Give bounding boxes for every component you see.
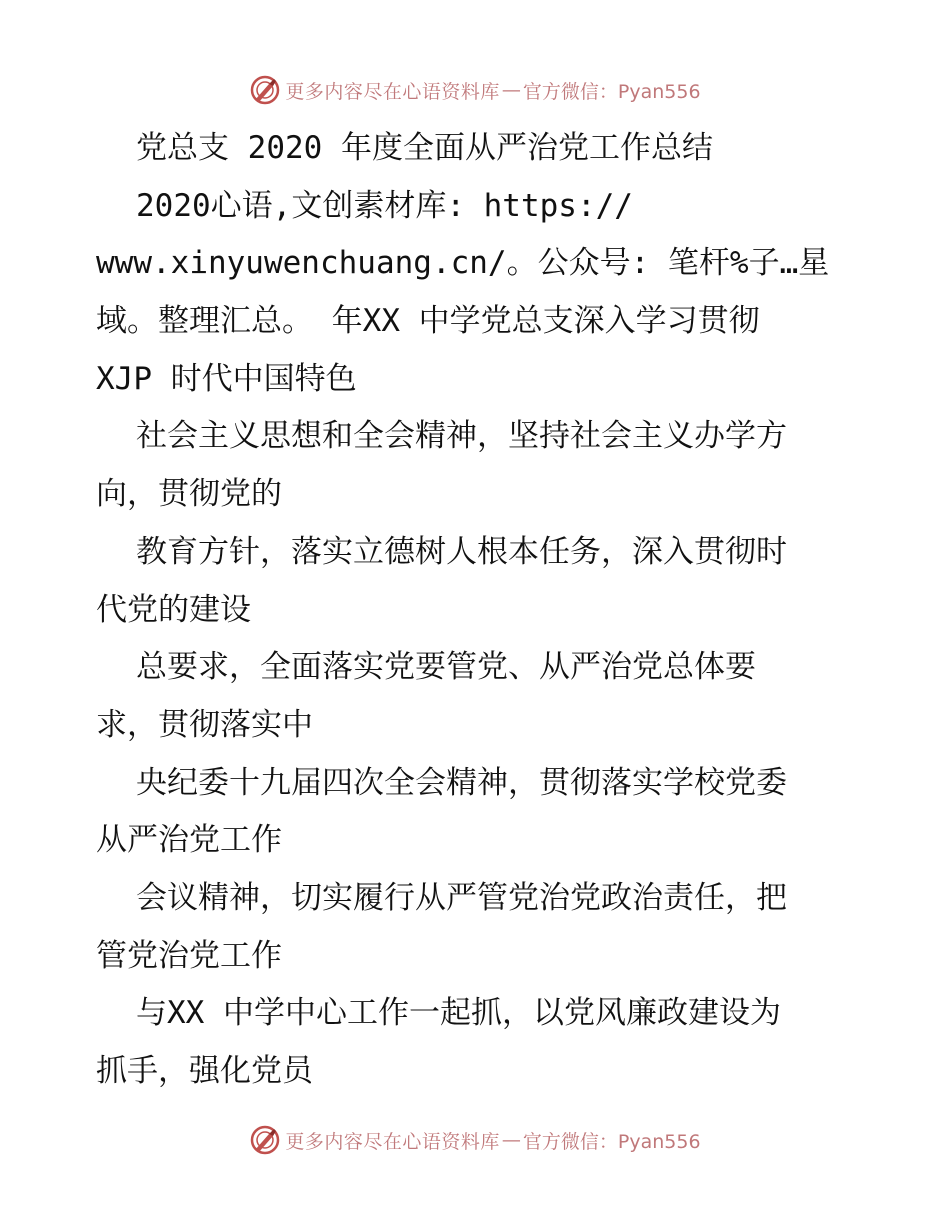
- doc-line: 与XX 中学中心工作一起抓，以党风廉政建设为: [136, 995, 781, 1032]
- header-banner: [0, 70, 950, 110]
- header-wechat: 官方微信：Pyan556: [522, 80, 701, 103]
- footer-dash: —: [501, 1129, 521, 1151]
- doc-line: 管党治党工作: [96, 937, 282, 974]
- doc-line: 央纪委十九届四次全会精神，贯彻落实学校党委: [136, 764, 787, 801]
- doc-line: 向，贯彻党的: [96, 476, 282, 513]
- doc-line: 从严治党工作: [96, 822, 282, 859]
- footer-wechat: 官方微信：Pyan556: [522, 1130, 701, 1153]
- doc-line: www.xinyuwenchuang.cn/。公众号: 笔杆%子…星: [96, 245, 830, 282]
- doc-line: 域。整理汇总。 年XX 中学党总支深入学习贯彻: [96, 303, 760, 340]
- doc-line: XJP 时代中国特色: [96, 360, 357, 397]
- pen-logo-icon: [249, 74, 281, 106]
- header-text: 更多内容尽在心语资料库: [285, 80, 500, 103]
- document-body: [96, 120, 866, 1101]
- doc-line: 求，贯彻落实中: [96, 706, 313, 743]
- footer-banner: [0, 1120, 950, 1160]
- footer-text: 更多内容尽在心语资料库: [285, 1130, 500, 1153]
- doc-line: 会议精神，切实履行从严管党治党政治责任，把: [136, 879, 787, 916]
- doc-line: 2020心语,文创素材库: https://: [136, 187, 633, 224]
- doc-line: 抓手，强化党员: [96, 1053, 313, 1089]
- doc-line: 教育方针，落实立德树人根本任务，深入贯彻时: [136, 533, 787, 570]
- pen-logo-icon: [249, 1124, 281, 1156]
- doc-line: 社会主义思想和全会精神，坚持社会主义办学方: [136, 418, 787, 455]
- doc-line: 总要求，全面落实党要管党、从严治党总体要: [136, 649, 756, 686]
- header-dash: —: [501, 79, 521, 101]
- doc-line: 代党的建设: [96, 591, 251, 628]
- doc-title: 党总支 2020 年度全面从严治党工作总结: [136, 130, 713, 166]
